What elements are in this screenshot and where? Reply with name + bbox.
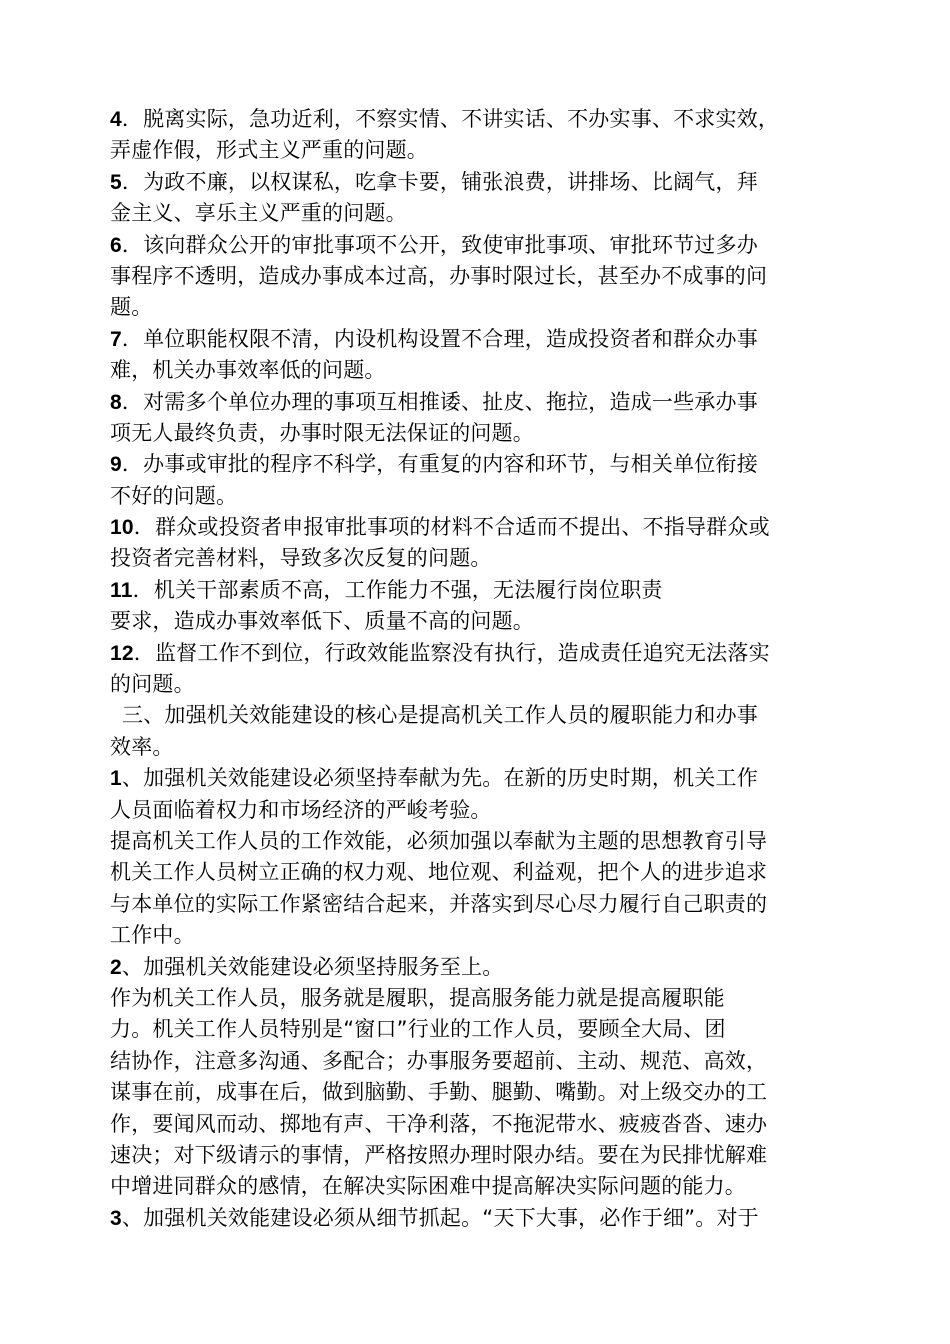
paragraph-line: 中增进同群众的感情，在解决实际困难中提高解决实际问题的能力。 — [110, 1174, 746, 1199]
item-7-line-1 — [110, 324, 850, 355]
text: ．为政不廉，以权谋私，吃拿卡要，铺张浪费，讲排场、比阔气，拜 — [121, 169, 758, 194]
paragraph-line: 与本单位的实际工作紧密结合起来，并落实到尽心尽力履行自己职责的 — [110, 891, 768, 916]
item-8-line-1 — [110, 387, 850, 418]
text: 、加强机关效能建设必须坚持服务至上。 — [121, 954, 504, 979]
item-11-line-1 — [110, 575, 850, 606]
item-number: 8 — [110, 390, 122, 414]
item-number: 4 — [110, 108, 122, 131]
paragraph-line: 机关工作人员树立正确的权力观、地位观、利益观，把个人的进步追求 — [110, 860, 768, 885]
item-10-line-1 — [110, 512, 850, 543]
item-5-line-2: 金主义、享乐主义严重的问题。 — [110, 201, 407, 226]
paragraph-line: 作，要闻风而动、掷地有声、干净利落，不拖泥带水、疲疲沓沓、速办 — [110, 1111, 768, 1136]
paragraph-line: 工作中。 — [110, 923, 195, 948]
item-12-line-1 — [110, 638, 850, 669]
text: ．单位职能权限不清，内设机构设置不合理，造成投资者和群众办事 — [121, 326, 758, 351]
item-7-line-2: 难，机关办事效率低的问题。 — [110, 358, 386, 383]
paragraph-line: 速决；对下级请示的事情，严格按照办理时限办结。要在为民排忧解难 — [110, 1142, 768, 1167]
section-heading-line-2: 效率。 — [110, 734, 174, 759]
text: ．监督工作不到位，行政效能监察没有执行，造成责任追究无法落实 — [133, 640, 770, 665]
point-number: 3 — [110, 1206, 122, 1230]
text: 、加强机关效能建设必须从细节抓起。“天下大事，必作于细”。对于 — [121, 1205, 759, 1230]
item-number: 5 — [110, 170, 122, 194]
text: ．该向群众公开的审批事项不公开，致使审批事项、审批环节过多办 — [121, 232, 758, 257]
text: ．机关干部素质不高，工作能力不强，无法履行岗位职责 — [132, 577, 663, 602]
item-11-line-2: 要求，造成办事效率低下、质量不高的问题。 — [110, 609, 534, 634]
item-9-line-2: 不好的问题。 — [110, 483, 238, 508]
item-number: 12 — [110, 641, 134, 665]
item-5-line-1 — [110, 167, 850, 198]
item-10-line-2: 投资者完善材料，导致多次反复的问题。 — [110, 546, 492, 571]
item-number: 11 — [110, 578, 133, 602]
text: ．办事或审批的程序不科学，有重复的内容和环节，与相关单位衔接 — [121, 452, 758, 477]
paragraph-line: 提高机关工作人员的工作效能，必须加强以奉献为主题的思想教育引导 — [110, 828, 768, 853]
item-6-line-3: 题。 — [110, 295, 153, 320]
paragraph-line: 结协作，注意多沟通、多配合；办事服务要超前、主动、规范、高效， — [110, 1048, 768, 1073]
item-8-line-2: 项无人最终负责，办事时限无法保证的问题。 — [110, 420, 534, 445]
item-12-line-2: 的问题。 — [110, 672, 195, 697]
section-heading-line-1: 三、加强机关效能建设的核心是提高机关工作人员的履职能力和办事 — [122, 703, 758, 728]
text: ．对需多个单位办理的事项互相推诿、扯皮、拖拉，造成一些承办事 — [121, 389, 758, 414]
item-6-line-2: 事程序不透明，造成办事成本过高，办事时限过长，甚至办不成事的问 — [110, 263, 768, 288]
item-number: 10 — [110, 516, 134, 540]
item-4-line-2: 弄虚作假，形式主义严重的问题。 — [110, 138, 428, 163]
text: ．群众或投资者申报审批事项的材料不合适而不提出、不指导群众或 — [133, 515, 770, 540]
item-9-line-1 — [110, 449, 850, 480]
point-1-line-1 — [110, 763, 850, 794]
point-3-line-1 — [110, 1203, 850, 1234]
item-number: 7 — [110, 327, 122, 351]
point-number: 1 — [110, 767, 122, 791]
point-1-line-2: 人员面临着权力和市场经济的严峻考验。 — [110, 797, 492, 822]
item-6-line-1 — [110, 230, 850, 261]
point-2-line-1 — [110, 952, 850, 983]
paragraph-line: 谋事在前，成事在后，做到脑勤、手勤、腿勤、嘴勤。对上级交办的工 — [110, 1080, 768, 1105]
item-number: 9 — [110, 453, 122, 477]
paragraph-line: 力。机关工作人员特别是“窗口”行业的工作人员，要顾全大局、团 — [110, 1017, 726, 1042]
item-4-line-1 — [110, 104, 850, 135]
text: ．脱离实际，急功近利，不察实情、不讲实话、不办实事、不求实效， — [121, 107, 780, 131]
text: 、加强机关效能建设必须坚持奉献为先。在新的历史时期，机关工作 — [121, 766, 758, 791]
paragraph-line: 作为机关工作人员，服务就是履职，提高服务能力就是提高履职能 — [110, 985, 725, 1010]
item-number: 6 — [110, 233, 122, 257]
document-page — [110, 104, 850, 1234]
point-number: 2 — [110, 955, 122, 979]
